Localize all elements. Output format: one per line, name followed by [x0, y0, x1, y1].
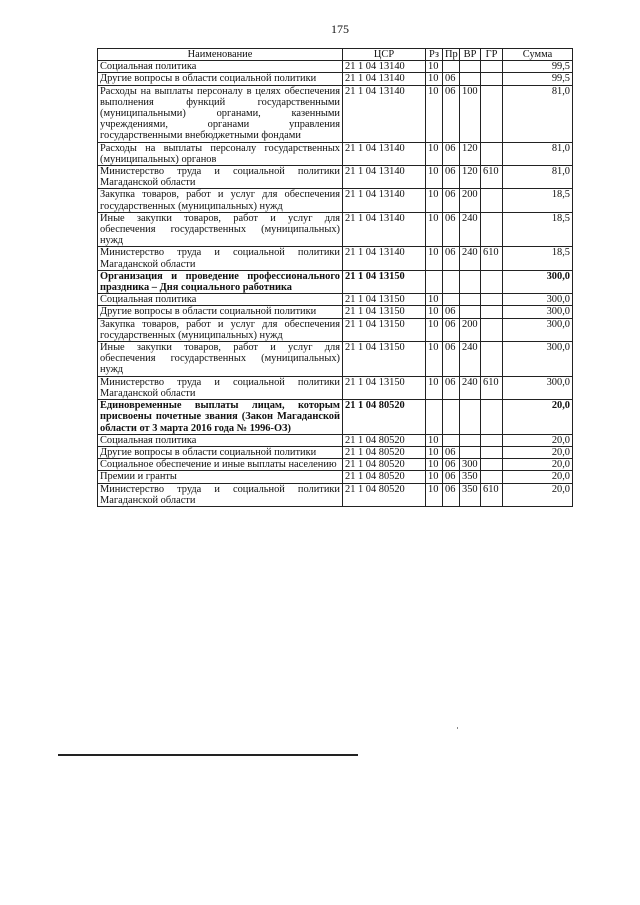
cell-vr: 120: [460, 166, 481, 189]
cell-vr: [460, 446, 481, 458]
cell-rz: 10: [426, 483, 443, 506]
cell-gr: [481, 61, 503, 73]
cell-name: Другие вопросы в области социальной политики: [98, 306, 343, 318]
cell-gr: [481, 189, 503, 212]
cell-csr: 21 1 04 13140: [343, 189, 426, 212]
cell-rz: 10: [426, 166, 443, 189]
cell-vr: 300: [460, 459, 481, 471]
header-gr: ГР: [481, 49, 503, 61]
table-body: [98, 61, 573, 507]
cell-sum: 18,5: [503, 212, 573, 247]
cell-vr: 240: [460, 212, 481, 247]
cell-sum: 99,5: [503, 61, 573, 73]
cell-csr: 21 1 04 80520: [343, 471, 426, 483]
cell-csr: 21 1 04 13150: [343, 318, 426, 341]
cell-pr: 06: [443, 376, 460, 399]
table-row: [98, 166, 573, 189]
cell-name: Социальная политика: [98, 434, 343, 446]
cell-gr: [481, 400, 503, 435]
cell-sum: 300,0: [503, 376, 573, 399]
table-row: [98, 294, 573, 306]
cell-pr: 06: [443, 306, 460, 318]
cell-pr: 06: [443, 318, 460, 341]
page-number: 175: [331, 22, 349, 36]
cell-csr: 21 1 04 80520: [343, 483, 426, 506]
table-row: [98, 483, 573, 506]
cell-csr: 21 1 04 13150: [343, 342, 426, 377]
cell-rz: 10: [426, 471, 443, 483]
table-row: [98, 73, 573, 85]
cell-vr: 120: [460, 142, 481, 165]
cell-pr: [443, 434, 460, 446]
cell-gr: [481, 342, 503, 377]
cell-rz: 10: [426, 446, 443, 458]
header-row: [98, 49, 573, 61]
cell-vr: 200: [460, 318, 481, 341]
cell-csr: 21 1 04 13140: [343, 73, 426, 85]
cell-rz: 10: [426, 189, 443, 212]
cell-csr: 21 1 04 13150: [343, 294, 426, 306]
cell-name: Расходы на выплаты персоналу в целях обеспечения выполнения функций государственными (муниципальными) органами, казенными учреждениями, органами управления государственными внебюджетными фондами: [98, 85, 343, 142]
table-row: [98, 85, 573, 142]
cell-gr: [481, 318, 503, 341]
cell-rz: 10: [426, 294, 443, 306]
table-row: [98, 61, 573, 73]
table-row: [98, 318, 573, 341]
cell-sum: 20,0: [503, 400, 573, 435]
header-sum: Сумма: [503, 49, 573, 61]
cell-csr: 21 1 04 13140: [343, 61, 426, 73]
table-row: [98, 459, 573, 471]
cell-rz: 10: [426, 434, 443, 446]
cell-rz: 10: [426, 73, 443, 85]
budget-table: [97, 48, 573, 507]
cell-csr: 21 1 04 80520: [343, 400, 426, 435]
cell-pr: 06: [443, 247, 460, 270]
cell-rz: 10: [426, 459, 443, 471]
cell-gr: [481, 471, 503, 483]
cell-csr: 21 1 04 13140: [343, 166, 426, 189]
cell-vr: [460, 61, 481, 73]
cell-pr: 06: [443, 342, 460, 377]
cell-name: Иные закупки товаров, работ и услуг для обеспечения государственных (муниципальных) нужд: [98, 342, 343, 377]
cell-sum: 18,5: [503, 247, 573, 270]
table-row: [98, 446, 573, 458]
cell-rz: 10: [426, 306, 443, 318]
cell-gr: [481, 270, 503, 293]
cell-rz: [426, 270, 443, 293]
cell-pr: 06: [443, 483, 460, 506]
cell-sum: 300,0: [503, 270, 573, 293]
cell-vr: 350: [460, 471, 481, 483]
table-header: [98, 49, 573, 61]
cell-name: Социальная политика: [98, 61, 343, 73]
cell-vr: 240: [460, 342, 481, 377]
table-row: [98, 212, 573, 247]
cell-csr: 21 1 04 80520: [343, 434, 426, 446]
cell-pr: [443, 61, 460, 73]
cell-vr: 240: [460, 376, 481, 399]
cell-name: Иные закупки товаров, работ и услуг для обеспечения государственных (муниципальных) нужд: [98, 212, 343, 247]
cell-sum: 300,0: [503, 318, 573, 341]
cell-sum: 300,0: [503, 306, 573, 318]
cell-pr: 06: [443, 142, 460, 165]
cell-csr: 21 1 04 13140: [343, 142, 426, 165]
cell-gr: 610: [481, 247, 503, 270]
table-row: [98, 342, 573, 377]
cell-csr: 21 1 04 13150: [343, 270, 426, 293]
cell-vr: 200: [460, 189, 481, 212]
cell-gr: 610: [481, 166, 503, 189]
scan-mark: [457, 727, 458, 729]
table-row: [98, 270, 573, 293]
cell-sum: 81,0: [503, 85, 573, 142]
cell-sum: 18,5: [503, 189, 573, 212]
header-vr: ВР: [460, 49, 481, 61]
cell-gr: 610: [481, 376, 503, 399]
cell-rz: 10: [426, 212, 443, 247]
cell-csr: 21 1 04 13140: [343, 247, 426, 270]
cell-gr: [481, 459, 503, 471]
cell-vr: [460, 306, 481, 318]
cell-pr: 06: [443, 459, 460, 471]
cell-sum: 300,0: [503, 342, 573, 377]
cell-gr: [481, 85, 503, 142]
cell-csr: 21 1 04 13140: [343, 212, 426, 247]
cell-sum: 20,0: [503, 446, 573, 458]
cell-sum: 20,0: [503, 434, 573, 446]
cell-name: Министерство труда и социальной политики Магаданской области: [98, 376, 343, 399]
cell-sum: 99,5: [503, 73, 573, 85]
cell-name: Социальное обеспечение и иные выплаты населению: [98, 459, 343, 471]
cell-rz: 10: [426, 142, 443, 165]
cell-rz: 10: [426, 376, 443, 399]
cell-vr: [460, 434, 481, 446]
cell-name: Другие вопросы в области социальной политики: [98, 446, 343, 458]
cell-sum: 20,0: [503, 459, 573, 471]
header-name: Наименование: [98, 49, 343, 61]
table-row: [98, 434, 573, 446]
table-row: [98, 306, 573, 318]
cell-pr: [443, 294, 460, 306]
cell-vr: 100: [460, 85, 481, 142]
header-pr: Пр: [443, 49, 460, 61]
cell-csr: 21 1 04 13150: [343, 376, 426, 399]
cell-gr: [481, 294, 503, 306]
cell-name: Министерство труда и социальной политики Магаданской области: [98, 247, 343, 270]
cell-pr: [443, 400, 460, 435]
cell-sum: 20,0: [503, 483, 573, 506]
table-row: [98, 471, 573, 483]
cell-name: Организация и проведение профессионального праздника – Дня социального работника: [98, 270, 343, 293]
header-csr: ЦСР: [343, 49, 426, 61]
cell-csr: 21 1 04 80520: [343, 459, 426, 471]
cell-name: Закупка товаров, работ и услуг для обеспечения государственных (муниципальных) нужд: [98, 318, 343, 341]
table-row: [98, 247, 573, 270]
cell-gr: [481, 212, 503, 247]
cell-rz: 10: [426, 61, 443, 73]
table-row: [98, 142, 573, 165]
cell-csr: 21 1 04 13140: [343, 85, 426, 142]
cell-sum: 20,0: [503, 471, 573, 483]
cell-gr: 610: [481, 483, 503, 506]
cell-name: Министерство труда и социальной политики Магаданской области: [98, 483, 343, 506]
table-row: [98, 189, 573, 212]
cell-vr: 240: [460, 247, 481, 270]
cell-gr: [481, 73, 503, 85]
cell-name: Расходы на выплаты персоналу государственных (муниципальных) органов: [98, 142, 343, 165]
cell-name: Другие вопросы в области социальной политики: [98, 73, 343, 85]
cell-vr: [460, 400, 481, 435]
cell-csr: 21 1 04 13150: [343, 306, 426, 318]
cell-csr: 21 1 04 80520: [343, 446, 426, 458]
cell-gr: [481, 446, 503, 458]
cell-rz: 10: [426, 85, 443, 142]
cell-sum: 300,0: [503, 294, 573, 306]
cell-pr: 06: [443, 189, 460, 212]
cell-sum: 81,0: [503, 142, 573, 165]
table-row: [98, 376, 573, 399]
cell-pr: 06: [443, 446, 460, 458]
cell-pr: 06: [443, 85, 460, 142]
cell-rz: 10: [426, 318, 443, 341]
cell-rz: 10: [426, 247, 443, 270]
cell-name: Министерство труда и социальной политики Магаданской области: [98, 166, 343, 189]
cell-name: Закупка товаров, работ и услуг для обеспечения государственных (муниципальных) нужд: [98, 189, 343, 212]
cell-rz: 10: [426, 342, 443, 377]
cell-pr: [443, 270, 460, 293]
cell-name: Премии и гранты: [98, 471, 343, 483]
cell-rz: [426, 400, 443, 435]
cell-gr: [481, 306, 503, 318]
cell-vr: [460, 270, 481, 293]
cell-name: Единовременные выплаты лицам, которым присвоены почетные звания (Закон Магаданской области от 3 марта 2016 года № 1996-ОЗ): [98, 400, 343, 435]
table-row: [98, 400, 573, 435]
cell-vr: [460, 73, 481, 85]
cell-sum: 81,0: [503, 166, 573, 189]
header-rz: Рз: [426, 49, 443, 61]
cell-gr: [481, 142, 503, 165]
cell-name: Социальная политика: [98, 294, 343, 306]
cell-pr: 06: [443, 212, 460, 247]
cell-pr: 06: [443, 73, 460, 85]
cell-pr: 06: [443, 471, 460, 483]
cell-gr: [481, 434, 503, 446]
cell-vr: 350: [460, 483, 481, 506]
cell-vr: [460, 294, 481, 306]
cell-pr: 06: [443, 166, 460, 189]
footer-rule: [58, 754, 358, 756]
